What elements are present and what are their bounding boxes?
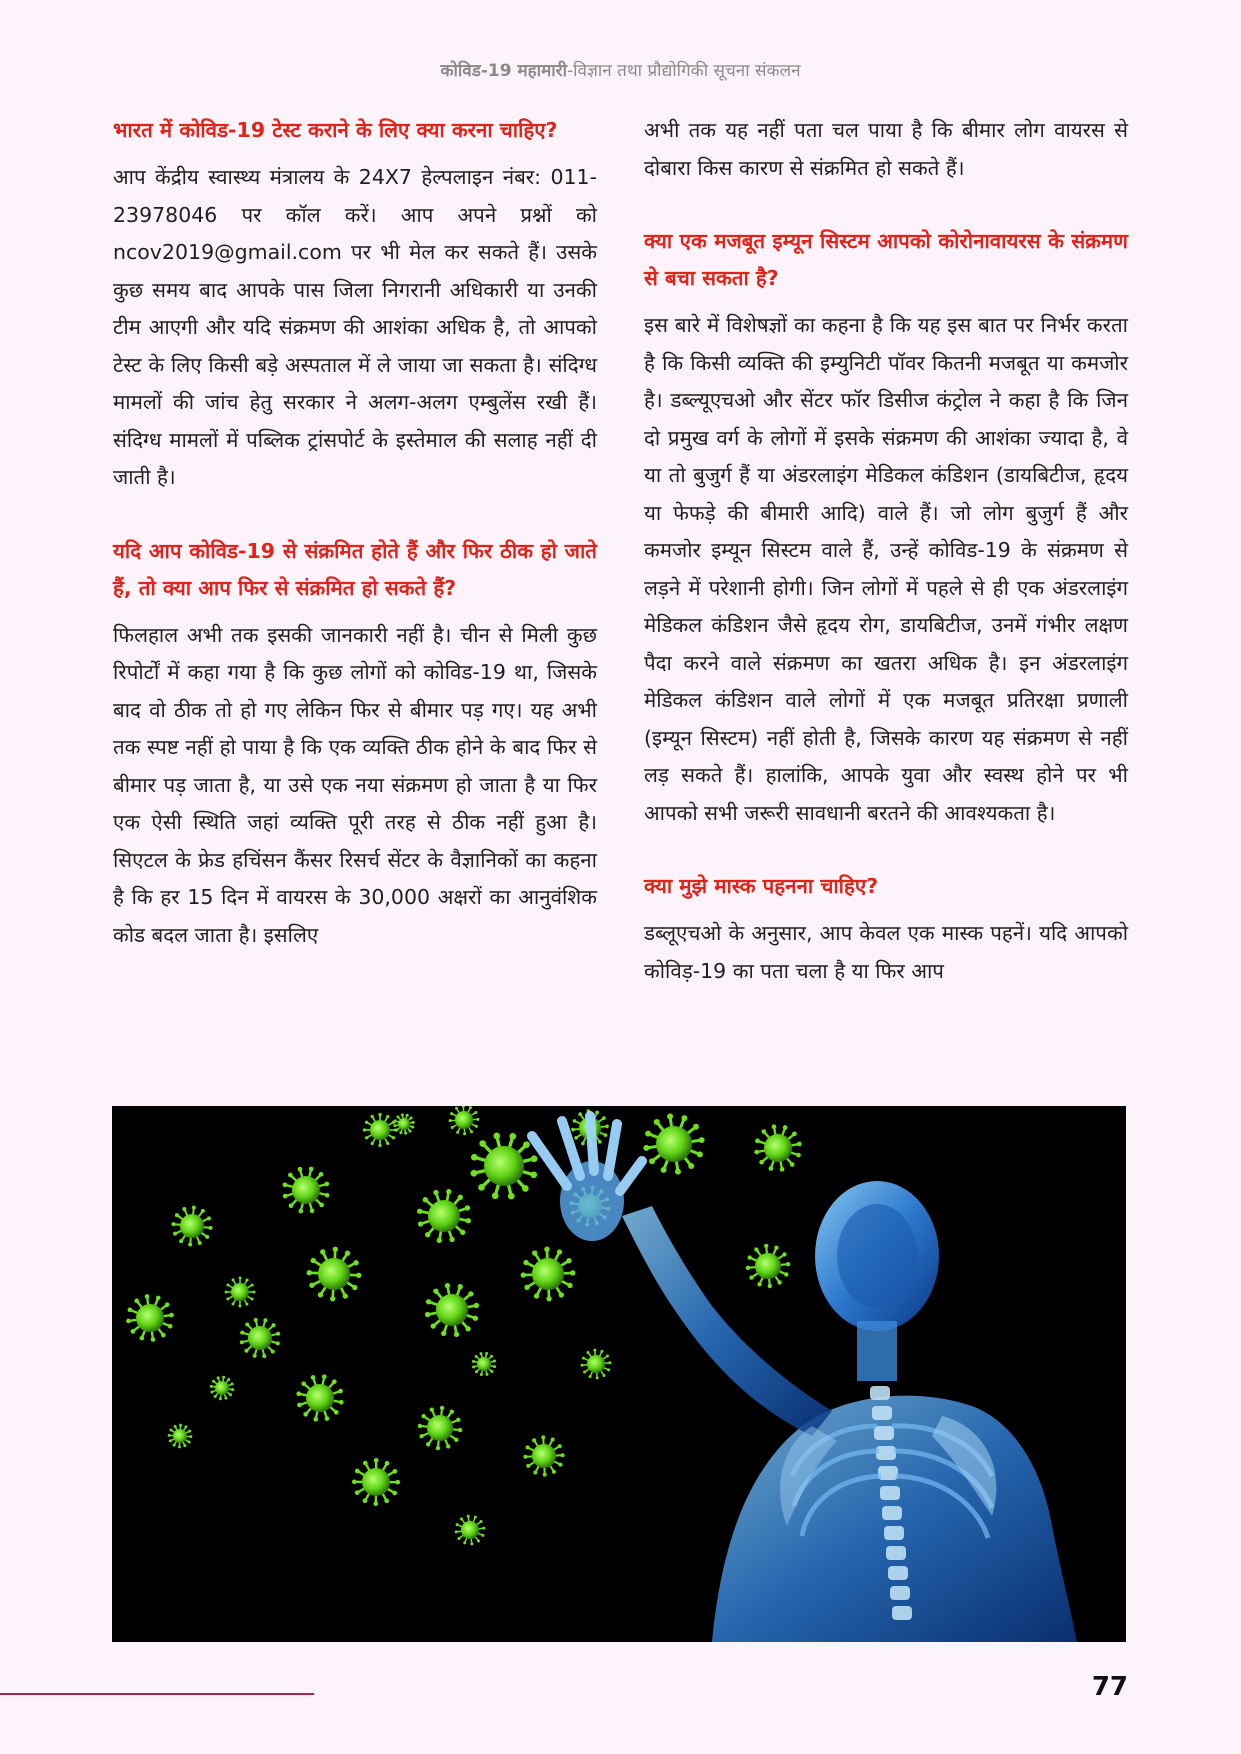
footer-rule <box>0 1693 314 1695</box>
right-column <box>644 112 1128 990</box>
answer-covid-test: आप केंद्रीय स्वास्थ्य मंत्रालय के 24X7 हेल्पलाइन नंबर: 011-23978046 पर कॉल करें। आप अपने प्रश्नों को ncov2019@gmail.com पर भी मेल कर सकते हैं। उसके कुछ समय बाद आपके पास जिला निगरानी अधिकारी या उनकी टीम आएगी और यदि संक्रमण की आशंका अधिक है, तो आपको टेस्ट के लिए किसी बड़े अस्पताल में ले जाया जा सकता है। संदिग्ध मामलों की जांच हेतु सरकार ने अलग-अलग एम्बुलेंस रखी हैं। संदिग्ध मामलों में पब्लिक ट्रांसपोर्ट के इस्तेमाल की सलाह नहीं दी जाती है। <box>113 165 597 489</box>
header-rest: -विज्ञान तथा प्रौद्योगिकी सूचना संकलन <box>567 61 801 81</box>
virus-immune-illustration <box>112 1106 1126 1642</box>
question-heading-covid-test: भारत में कोविड-19 टेस्ट कराने के लिए क्या करना चाहिए? <box>113 118 558 142</box>
running-header <box>0 58 1241 81</box>
answer-reinfection: फिलहाल अभी तक इसकी जानकारी नहीं है। चीन से मिली कुछ रिपोर्टों में कहा गया है कि कुछ लोगों को कोविड-19 था, जिसके बाद वो ठीक तो हो गए लेकिन फिर से बीमार पड़ गए। यह अभी तक स्पष्ट नहीं हो पाया है कि एक व्यक्ति ठीक होने के बाद फिर से बीमार पड़ जाता है, या उसे एक नया संक्रमण हो जाता है या फिर एक ऐसी स्थिति जहां व्यक्ति पूरी तरह से ठीक नहीं हुआ है। सिएटल के फ्रेड हचिंसन कैंसर रिसर्च सेंटर के वैज्ञानिकों का कहना है कि हर 15 दिन में वायरस के 30,000 अक्षरों का आनुवंशिक कोड बदल जाता है। इसलिए <box>113 622 597 947</box>
question-heading-immune-system: क्या एक मजबूत इम्यून सिस्टम आपको कोरोनावायरस के संक्रमण से बचा सकता है? <box>644 229 1128 290</box>
header-bold: कोविड-19 महामारी <box>440 61 567 81</box>
answer-mask: डब्लूएचओ के अनुसार, आप केवल एक मास्क पहनें। यदि आपको कोविड़-19 का पता चला है या फिर आप <box>644 921 1128 983</box>
left-column <box>113 112 597 954</box>
answer-immune-system: इस बारे में विशेषज्ञों का कहना है कि यह इस बात पर निर्भर करता है कि किसी व्यक्ति की इम्युनिटी पॉवर कितनी मजबूत या कमजोर है। डब्ल्यूएचओ और सेंटर फॉर डिसीज कंट्रोल ने कहा है कि जिन दो प्रमुख वर्ग के लोगों में इसके संक्रमण की आशंका ज्यादा है, वे या तो बुजुर्ग हैं या अंडरलाइंग मेडिकल कंडिशन (डायबिटीज, हृदय या फेफड़े की बीमारी आदि) वाले हैं। जो लोग बुजुर्ग हैं और कमजोर इम्यून सिस्टम वाले हैं, उन्हें कोविड-19 के संक्रमण से लड़ने में परेशानी होगी। जिन लोगों में पहले से ही एक अंडरलाइंग मेडिकल कंडिशन जैसे हृदय रोग, डायबिटीज, उनमें गंभीर लक्षण पैदा करने वाले संक्रमण का खतरा अधिक है। इन अंडरलाइंग मेडिकल कंडिशन वाले लोगों में एक मजबूत प्रतिरक्षा प्रणाली (इम्यून सिस्टम) नहीं होती है, जिसके कारण यह संक्रमण से नहीं लड़ सकते हैं। हालांकि, आपके युवा और स्वस्थ होने पर भी आपको सभी जरूरी सावधानी बरतने की आवश्यकता है। <box>644 313 1128 825</box>
illustration-svg <box>112 1106 1126 1642</box>
page-number: 77 <box>1091 1672 1128 1702</box>
question-heading-mask: क्या मुझे मास्क पहनना चाहिए? <box>644 874 879 898</box>
question-heading-reinfection: यदि आप कोविड-19 से संक्रमित होते हैं और फिर ठीक हो जाते हैं, तो क्या आप फिर से संक्रमित हो सकते हैं? <box>113 538 597 600</box>
answer-reinfection-continued: अभी तक यह नहीं पता चल पाया है कि बीमार लोग वायरस से दोबारा किस कारण से संक्रमित हो सकते हैं। <box>644 118 1128 180</box>
